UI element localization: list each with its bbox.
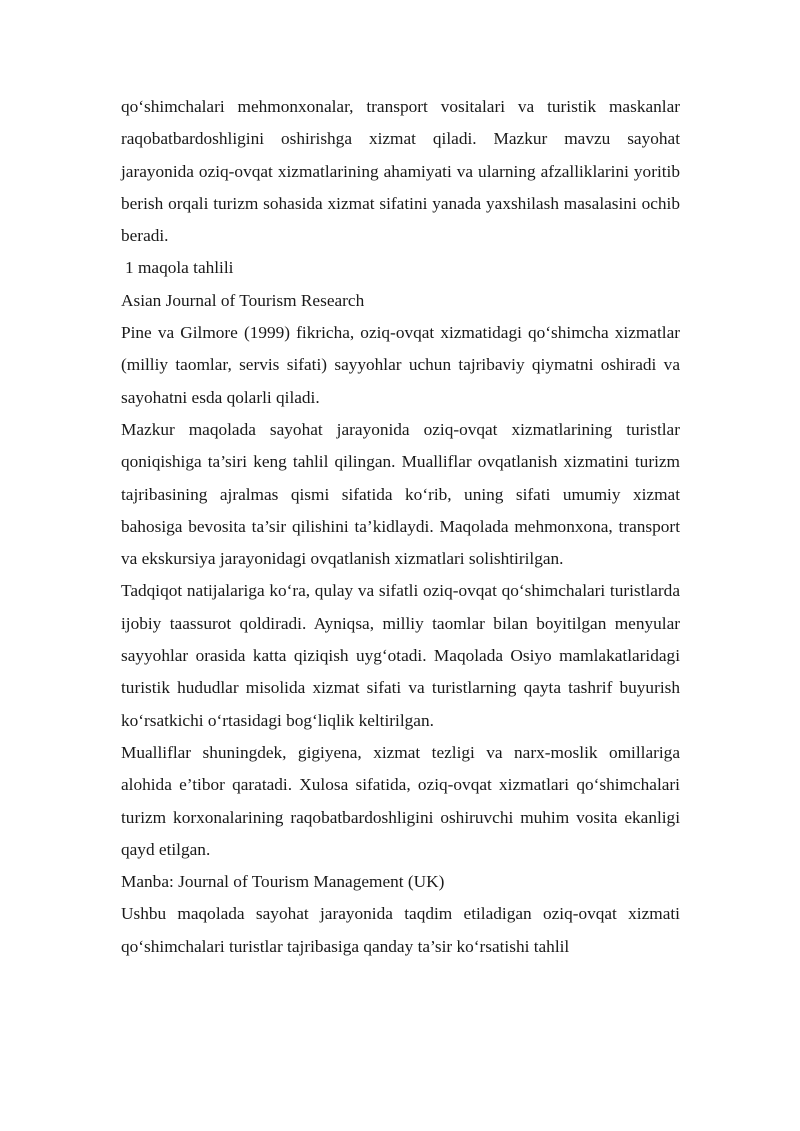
analysis-paragraph-3: Mualliflar shuningdek, gigiyena, xizmat tezligi va narx-moslik omillariga alohida e’tibor qaratadi. Xulosa sifatida, oziq-ovqat xizmatlari qo‘shimchalari turizm korxonalarining raqobatbardoshligini oshiruvchi muhim vosita ekanligi qayd etilgan.: [121, 742, 680, 859]
source-line: Manba: Journal of Tourism Management (UK): [121, 872, 445, 892]
analysis-paragraph-1: Mazkur maqolada sayohat jarayonida oziq-ovqat xizmatlarining turistlar qoniqishiga ta’siri keng tahlil qilingan. Mualliflar ovqatlanish xizmatini turizm tajribasining ajralmas qismi sifatida ko‘rib, uning sifati umumiy xizmat bahosiga bevosita ta’sir qilishini ta’kidlaydi. Maqolada mehmonxona, transport va ekskursiya jarayonidagi ovqatlanish xizmatlari solishtirilgan.: [121, 419, 680, 569]
analysis-paragraph-2: Tadqiqot natijalariga ko‘ra, qulay va sifatli oziq-ovqat qo‘shimchalari turistlarda ijobiy taassurot qoldiradi. Ayniqsa, milliy taomlar bilan boyitilgan menyular sayyohlar orasida katta qiziqish uyg‘otadi. Maqolada Osiyo mamlakatlaridagi turistik hududlar misolida xizmat sifati va turistlarning qayta tashrif buyurish ko‘rsatkichi o‘rtasidagi bog‘liqlik keltirilgan.: [121, 581, 680, 730]
intro-paragraph: qo‘shimchalari mehmonxonalar, transport vositalari va turistik maskanlar raqobatbardoshligini oshirishga xizmat qiladi. Mazkur mavzu sayohat jarayonida oziq-ovqat xizmatlarining ahamiyati va ularning afzalliklarini yoritib berish orqali turizm sohasida xizmat sifatini yanada yaxshilash masalasini ochib beradi.: [121, 97, 680, 246]
analysis-paragraph-4: Ushbu maqolada sayohat jarayonida taqdim etiladigan oziq-ovqat xizmati qo‘shimchalari turistlar tajribasiga qanday ta’sir ko‘rsatishi tahlil: [121, 904, 680, 956]
article-heading: 1 maqola tahlili: [125, 258, 234, 278]
journal-name: Asian Journal of Tourism Research: [121, 290, 365, 310]
pine-gilmore-paragraph: Pine va Gilmore (1999) fikricha, oziq-ovqat xizmatidagi qo‘shimcha xizmatlar (milliy taomlar, servis sifati) sayyohlar uchun tajribaviy qiymatni oshiradi va sayohatni esda qolarli qiladi.: [121, 323, 680, 407]
document-page: [121, 91, 680, 963]
